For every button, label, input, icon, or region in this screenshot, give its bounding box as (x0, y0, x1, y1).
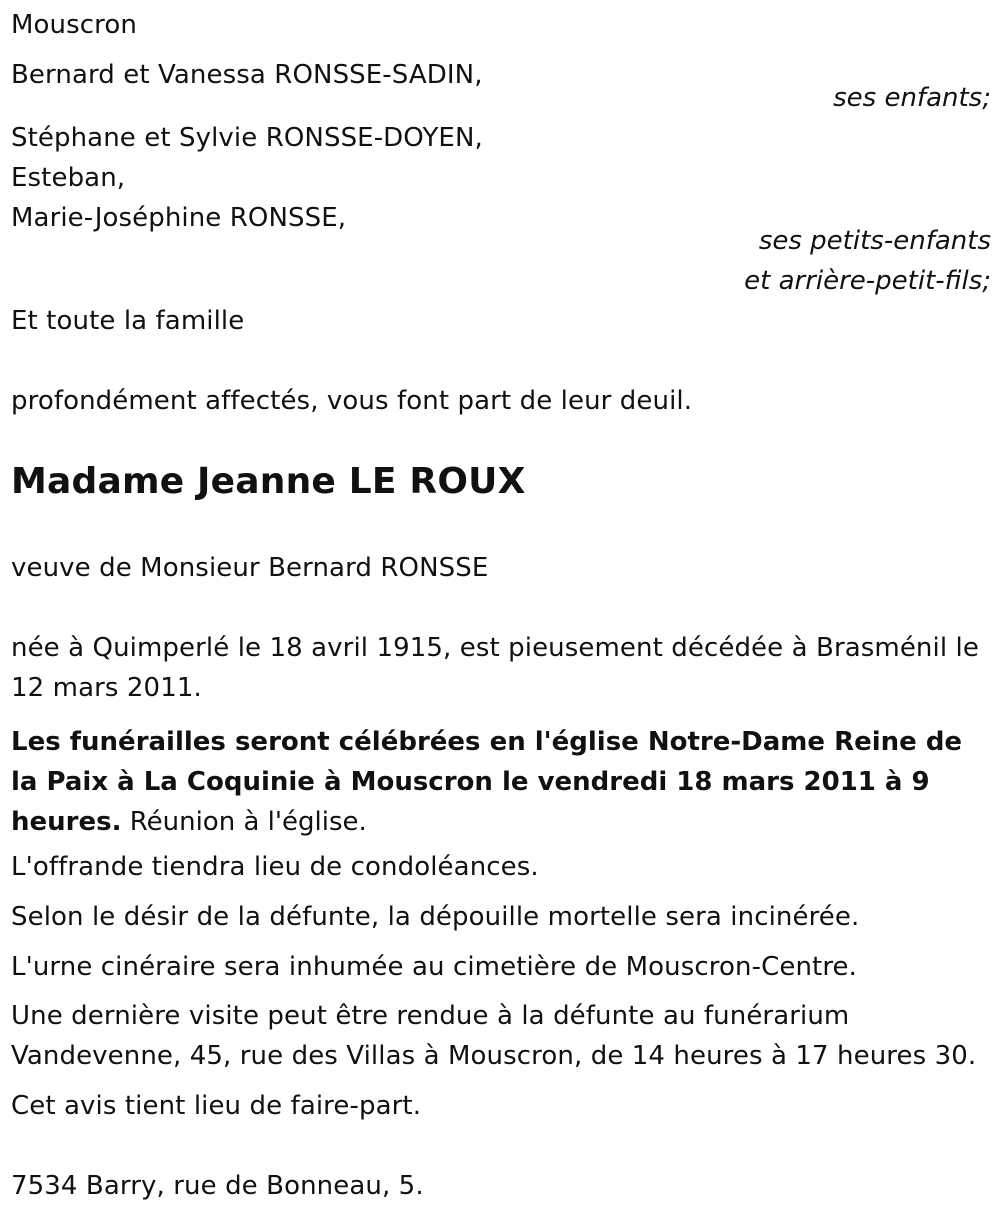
cremation-line: Selon le désir de la défunte, la dépouille mortelle sera incinérée. (11, 902, 860, 932)
deceased-name: Madame Jeanne LE ROUX (11, 461, 526, 502)
children-names: Bernard et Vanessa RONSSE-SADIN, (11, 60, 483, 90)
birth-death-line-2: 12 mars 2011. (11, 673, 202, 703)
funeral-meeting: Réunion à l'église. (129, 807, 367, 837)
family-line: Et toute la famille (11, 306, 245, 336)
grandchildren-line-1: Stéphane et Sylvie RONSSE-DOYEN, (11, 123, 483, 153)
birth-death-line-1: née à Quimperlé le 18 avril 1915, est pieusement décédée à Brasménil le (11, 633, 979, 663)
widow-of-line: veuve de Monsieur Bernard RONSSE (11, 553, 489, 583)
grandchildren-role-1: ses petits-enfants (758, 226, 991, 256)
grandchildren-line-3: Marie-Joséphine RONSSE, (11, 203, 347, 233)
faire-part-line: Cet avis tient lieu de faire-part. (11, 1091, 422, 1121)
funeral-details: Les funérailles seront célébrées en l'église Notre-Dame Reine de la Paix à La Coquinie à Mouscron le vendredi 18 mars 2011 à 9 heures. (11, 727, 963, 837)
address-line: 7534 Barry, rue de Bonneau, 5. (11, 1171, 424, 1201)
children-role: ses enfants; (833, 83, 991, 113)
city-line: Mouscron (11, 10, 137, 40)
urn-line: L'urne cinéraire sera inhumée au cimetière de Mouscron-Centre. (11, 952, 857, 982)
funeral-paragraph (11, 722, 971, 842)
grandchildren-role-2: et arrière-petit-fils; (744, 266, 991, 296)
visit-line-1: Une dernière visite peut être rendue à la défunte au funérarium (11, 1001, 850, 1031)
offering-line: L'offrande tiendra lieu de condoléances. (11, 852, 539, 882)
grandchildren-line-2: Esteban, (11, 163, 126, 193)
visit-line-2: Vandevenne, 45, rue des Villas à Mouscron, de 14 heures à 17 heures 30. (11, 1041, 977, 1071)
affected-line: profondément affectés, vous font part de leur deuil. (11, 386, 693, 416)
